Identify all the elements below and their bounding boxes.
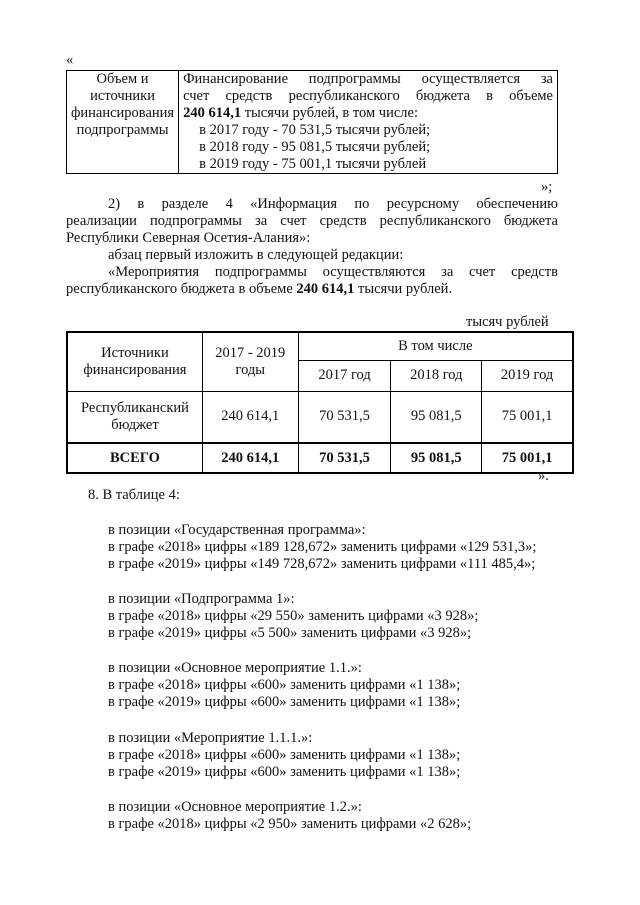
- passport-label-line: финансирования: [71, 105, 175, 121]
- row-value: 70 531,5: [298, 443, 391, 473]
- header-year: 2017 год: [298, 360, 391, 391]
- group-title: в позиции «Государственная программа»:: [108, 522, 366, 538]
- open-quote: «: [66, 52, 74, 68]
- group-line: в графе «2018» цифры «2 950» заменить цифрами «2 628»;: [108, 816, 472, 832]
- passport-label-line: подпрограммы: [76, 122, 169, 138]
- header-year: 2018 год: [391, 360, 482, 391]
- paragraph-line: 2) в разделе 4 «Информация по ресурсному обеспечению: [108, 196, 558, 212]
- passport-table: [66, 70, 558, 174]
- paragraph-line: Республики Северная Осетия-Алания»:: [66, 230, 311, 246]
- header-year: 2019 год: [482, 360, 573, 391]
- table-row-total: [67, 443, 573, 473]
- passport-amount-suffix: тысячи рублей, в том числе:: [241, 105, 418, 121]
- group-line: в графе «2018» цифры «29 550» заменить цифрами «3 928»;: [108, 608, 479, 624]
- row-total: 240 614,1: [202, 391, 298, 443]
- passport-amount: 240 614,1: [183, 105, 242, 121]
- passport-text-line: счет средств республиканского бюджета в объеме: [183, 88, 553, 104]
- finance-table: [66, 331, 574, 474]
- passport-text-line: [183, 105, 553, 122]
- header-text: годы: [235, 361, 266, 378]
- group-line: в графе «2018» цифры «600» заменить цифрами «1 138»;: [108, 747, 461, 763]
- header-including: В том числе: [298, 332, 573, 360]
- group-title: в позиции «Подпрограмма 1»:: [108, 591, 295, 607]
- close-quote: ».: [538, 468, 549, 484]
- group-line: в графе «2019» цифры «600» заменить цифрами «1 138»;: [108, 694, 461, 710]
- group-title: в позиции «Основное мероприятие 1.2.»:: [108, 799, 362, 815]
- passport-year-line: в 2018 году - 95 081,5 тысячи рублей;: [199, 139, 431, 155]
- unit-label: тысяч рублей: [466, 314, 549, 330]
- item-heading: 8. В таблице 4:: [88, 487, 180, 503]
- passport-text-line: Финансирование подпрограммы осуществляется за: [183, 71, 553, 87]
- row-value: 95 081,5: [391, 443, 482, 473]
- row-value: 75 001,1: [482, 391, 573, 443]
- group-title: в позиции «Мероприятие 1.1.1.»:: [108, 730, 313, 746]
- group-line: в графе «2019» цифры «600» заменить цифрами «1 138»;: [108, 764, 461, 780]
- header-text: Источники: [101, 344, 169, 361]
- paragraph-line: реализации подпрограммы за счет средств республиканского бюджета: [66, 213, 558, 229]
- passport-label-line: источники: [90, 88, 155, 104]
- passport-label-line: Объем и: [96, 71, 149, 87]
- table-row: [67, 391, 573, 443]
- row-name: ВСЕГО: [67, 443, 202, 473]
- paragraph-line: [66, 281, 452, 298]
- passport-label-cell: [67, 71, 179, 174]
- paragraph-line: абзац первый изложить в следующей редакции:: [108, 247, 404, 263]
- row-name-text: Республиканский: [80, 399, 189, 416]
- row-value: 70 531,5: [298, 391, 391, 443]
- group-title: в позиции «Основное мероприятие 1.1.»:: [108, 660, 362, 676]
- group-line: в графе «2018» цифры «600» заменить цифрами «1 138»;: [108, 677, 461, 693]
- row-value: 75 001,1: [482, 443, 573, 473]
- group-line: в графе «2019» цифры «149 728,672» заменить цифрами «111 485,4»;: [108, 556, 536, 572]
- header-period: [202, 332, 298, 391]
- row-value: 95 081,5: [391, 391, 482, 443]
- header-text: 2017 - 2019: [215, 344, 286, 361]
- group-line: в графе «2019» цифры «5 500» заменить цифрами «3 928»;: [108, 625, 472, 641]
- group-line: в графе «2018» цифры «189 128,672» заменить цифрами «129 531,3»;: [108, 539, 537, 555]
- paragraph-text: тысячи рублей.: [354, 281, 453, 297]
- row-total: 240 614,1: [202, 443, 298, 473]
- row-name-text: бюджет: [111, 416, 159, 433]
- header-text: финансирования: [83, 361, 187, 378]
- close-quote: »;: [541, 179, 553, 195]
- paragraph-text: республиканского бюджета в объеме: [66, 281, 297, 297]
- paragraph-amount: 240 614,1: [296, 281, 355, 297]
- passport-value-cell: [179, 71, 558, 174]
- row-name: [67, 391, 202, 443]
- header-source: [67, 332, 202, 391]
- paragraph-line: «Мероприятия подпрограммы осуществляются за счет средств: [108, 264, 558, 280]
- passport-year-line: в 2017 году - 70 531,5 тысячи рублей;: [199, 122, 431, 138]
- passport-year-line: в 2019 году - 75 001,1 тысячи рублей: [199, 156, 427, 172]
